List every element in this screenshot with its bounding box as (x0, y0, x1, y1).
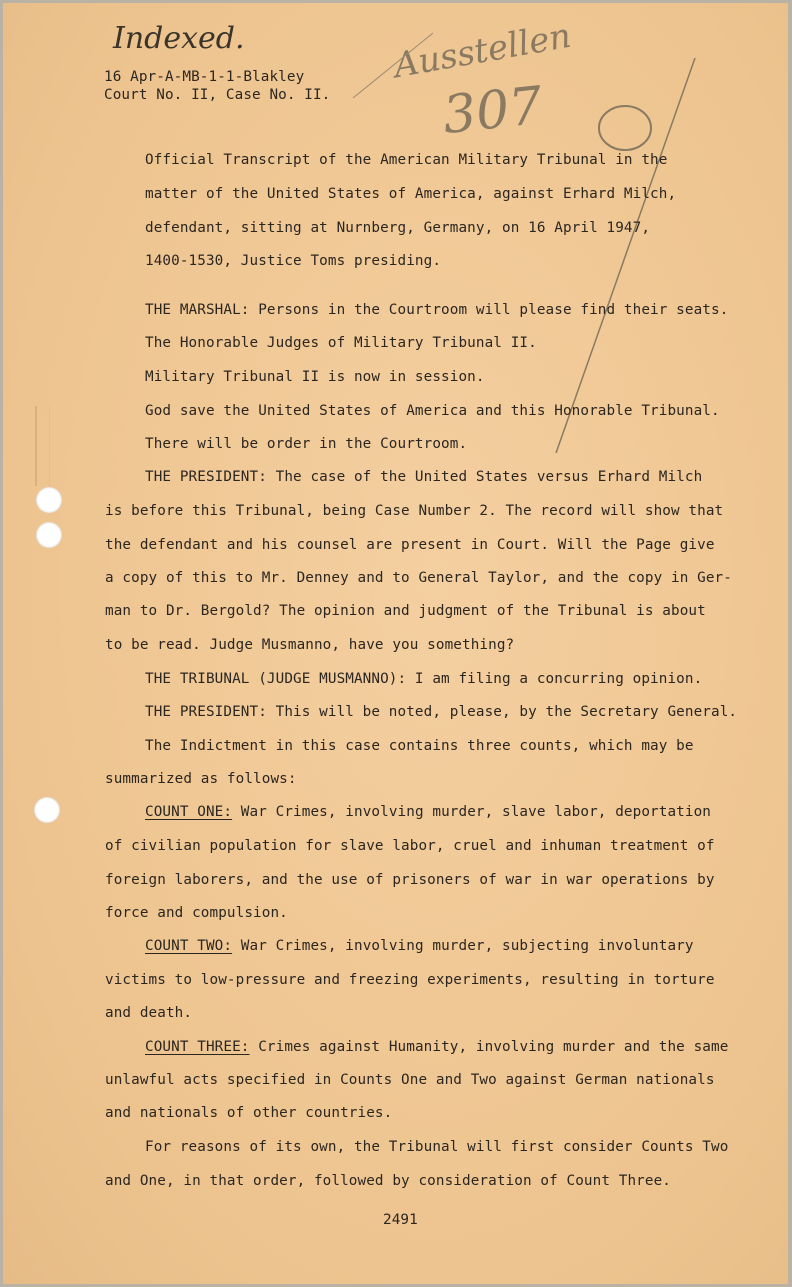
body-line: War Crimes, involving murder, slave labor, deportation (240, 804, 711, 820)
body-line: The Indictment in this case contains three counts, which may be (145, 738, 694, 754)
count-two-paragraph (145, 938, 694, 954)
body-line: and nationals of other countries. (105, 1105, 393, 1121)
body-line: Military Tribunal II is now in session. (145, 369, 485, 385)
handwritten-indexed: Indexed. (113, 21, 245, 56)
count-three-paragraph (145, 1039, 728, 1055)
body-line: Official Transcript of the American Military Tribunal in the (145, 152, 668, 168)
body-line: man to Dr. Bergold? The opinion and judgment of the Tribunal is about (105, 603, 706, 619)
body-line: is before this Tribunal, being Case Number 2. The record will show that (105, 503, 724, 519)
body-line: the defendant and his counsel are present in Court. Will the Page give (105, 537, 715, 553)
handwritten-scrawl: Ausstellen (390, 15, 575, 87)
diagonal-stroke (556, 58, 695, 453)
count-one-paragraph (145, 804, 711, 820)
body-line: THE PRESIDENT: This will be noted, please, by the Secretary General. (145, 704, 738, 720)
body-line: unlawful acts specified in Counts One and Two against German nationals (105, 1072, 715, 1088)
header-line-2: Court No. II, Case No. II. (104, 87, 331, 103)
count-one-heading: COUNT ONE: (145, 804, 233, 820)
count-two-heading: COUNT TWO: (145, 938, 233, 954)
handwritten-number: 307 (440, 75, 546, 147)
document-page (3, 3, 788, 1284)
pencil-stroke (353, 33, 433, 98)
body-line: 1400-1530, Justice Toms presiding. (145, 253, 442, 269)
body-line: a copy of this to Mr. Denney and to General Taylor, and the copy in Ger- (105, 570, 732, 586)
count-three-heading: COUNT THREE: (145, 1039, 250, 1055)
body-line: and death. (105, 1005, 193, 1021)
body-line: foreign laborers, and the use of prisoners of war in war operations by (105, 872, 715, 888)
circled-mark (599, 106, 651, 150)
body-line: to be read. Judge Musmanno, have you something? (105, 637, 515, 653)
body-line: There will be order in the Courtroom. (145, 436, 468, 452)
body-line: The Honorable Judges of Military Tribunal II. (145, 335, 537, 351)
body-line: of civilian population for slave labor, cruel and inhuman treatment of (105, 838, 715, 854)
body-line: THE MARSHAL: Persons in the Courtroom will please find their seats. (145, 302, 729, 318)
body-line: force and compulsion. (105, 905, 288, 921)
page-number: 2491 (383, 1212, 418, 1228)
body-line: summarized as follows: (105, 771, 297, 787)
body-line: Crimes against Humanity, involving murder and the same (258, 1039, 729, 1055)
header-line-1: 16 Apr-A-MB-1-1-Blakley (104, 69, 305, 85)
body-line: matter of the United States of America, against Erhard Milch, (145, 186, 677, 202)
body-line: For reasons of its own, the Tribunal will first consider Counts Two (145, 1139, 729, 1155)
body-line: God save the United States of America and this Honorable Tribunal. (145, 403, 720, 419)
body-line: War Crimes, involving murder, subjecting involuntary (240, 938, 694, 954)
body-line: victims to low-pressure and freezing experiments, resulting in torture (105, 972, 715, 988)
body-line: defendant, sitting at Nurnberg, Germany, on 16 April 1947, (145, 220, 651, 236)
body-line: THE PRESIDENT: The case of the United States versus Erhard Milch (145, 469, 703, 485)
body-line: THE TRIBUNAL (JUDGE MUSMANNO): I am filing a concurring opinion. (145, 671, 703, 687)
body-line: and One, in that order, followed by consideration of Count Three. (105, 1173, 671, 1189)
